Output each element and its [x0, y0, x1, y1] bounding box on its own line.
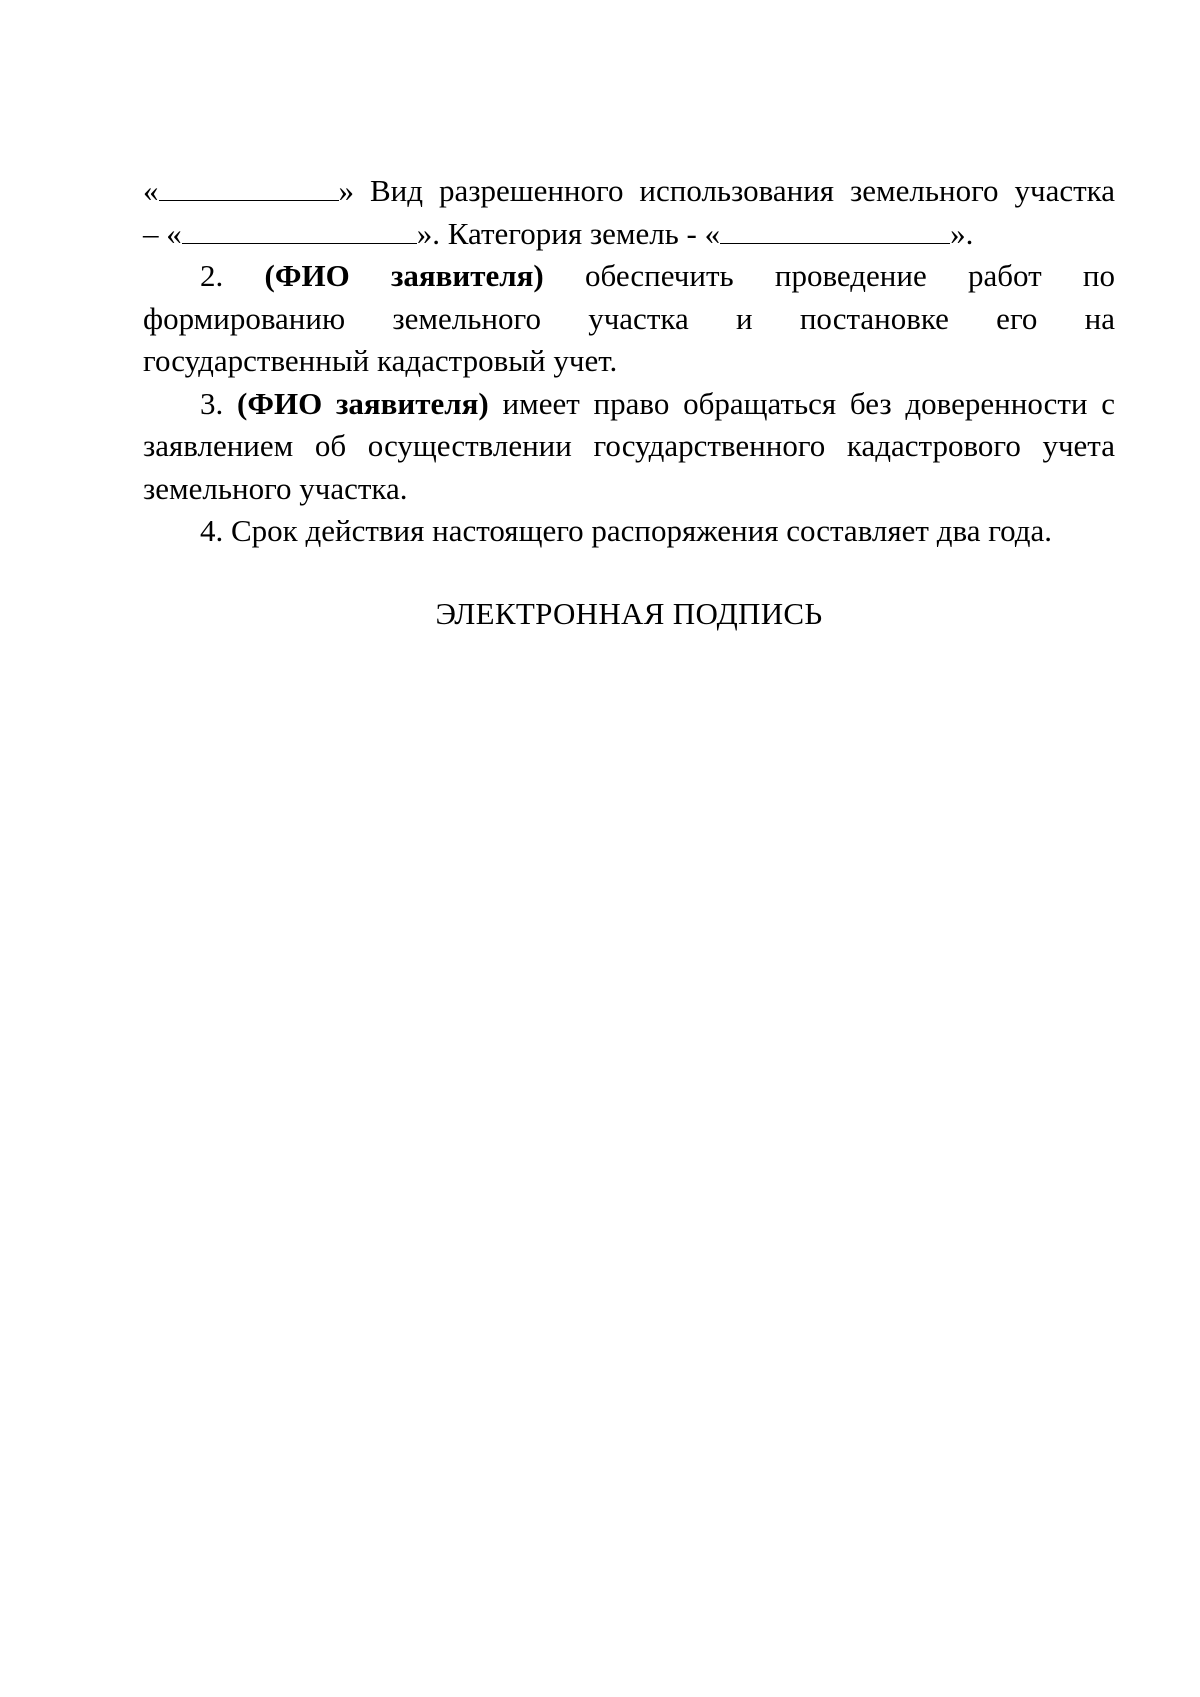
- land-use-text: » Вид разрешенного использования земельного участка: [338, 173, 1115, 208]
- land-category-suffix: ».: [950, 215, 974, 251]
- item-3-line-3: земельного участка.: [143, 470, 408, 506]
- item-2-applicant-name: (ФИО заявителя): [264, 258, 544, 293]
- document-body: [143, 170, 1115, 553]
- open-quote: «: [143, 173, 159, 208]
- blank-field-3[interactable]: [720, 213, 950, 244]
- land-category-text: ». Категория земель - «: [416, 215, 721, 251]
- electronic-signature: ЭЛЕКТРОННАЯ ПОДПИСЬ: [435, 596, 823, 631]
- item-2-line-3: государственный кадастровый учет.: [143, 343, 618, 378]
- land-use-line: [143, 170, 1115, 213]
- item-2-number: 2.: [200, 258, 224, 293]
- land-use-prefix: – «: [143, 215, 182, 251]
- item-2-line-1: [143, 255, 1115, 298]
- item-4-line: 4. Срок действия настоящего распоряжения составляет два года.: [200, 513, 1053, 548]
- blank-field-2[interactable]: [182, 213, 417, 244]
- land-category-line: [143, 213, 1115, 256]
- item-2-text: обеспечить проведение работ по: [585, 258, 1116, 293]
- blank-field-1[interactable]: [159, 170, 339, 201]
- item-3-applicant-name: (ФИО заявителя): [237, 385, 489, 421]
- item-3-line-2: заявлением об осуществлении государственного кадастрового учета: [143, 428, 1115, 463]
- item-2-line-2: формированию земельного участка и постановке его на: [143, 300, 1115, 336]
- item-3-text: имеет право обращаться без доверенности с: [502, 385, 1116, 421]
- item-3-number: 3.: [200, 385, 224, 421]
- item-3-line-1: [143, 383, 1115, 426]
